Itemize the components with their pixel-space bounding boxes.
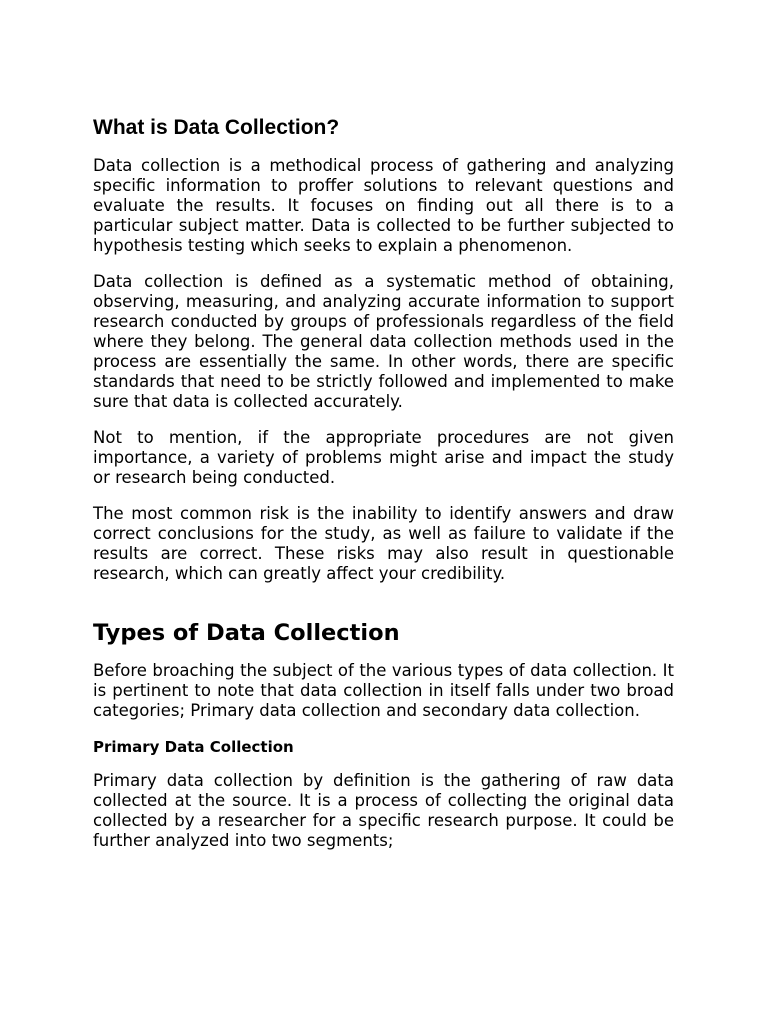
- paragraph-types-intro: Before broaching the subject of the various types of data collection. It is pertinent to note that data collection in itself falls under two broad categories; Primary data collection and secondary data collection.: [93, 661, 674, 720]
- heading-types-of-data-collection: Types of Data Collection: [93, 620, 400, 646]
- paragraph-definition: Data collection is a methodical process of gathering and analyzing specific information to proffer solutions to relevant questions and evaluate the results. It focuses on finding out all there is to a particular subject matter. Data is collected to be further subjected to hypothesis testing which seeks to explain a phenomenon.: [93, 156, 674, 255]
- subheading-primary-data-collection: Primary Data Collection: [93, 738, 294, 756]
- document-content: [93, 114, 674, 867]
- paragraph-primary-definition: Primary data collection by definition is the gathering of raw data collected at the source. It is a process of collecting the original data collected by a researcher for a specific research purpose. It could be further analyzed into two segments;: [93, 771, 674, 850]
- paragraph-systematic-method: Data collection is defined as a systematic method of obtaining, observing, measuring, and analyzing accurate information to support research conducted by groups of professionals regardless of the field where they belong. The general data collection methods used in the process are essentially the same. In other words, there are specific standards that need to be strictly followed and implemented to make sure that data is collected accurately.: [93, 272, 674, 411]
- paragraph-procedures: Not to mention, if the appropriate procedures are not given importance, a variety of problems might arise and impact the study or research being conducted.: [93, 428, 674, 487]
- heading-what-is-data-collection: What is Data Collection?: [93, 116, 340, 139]
- paragraph-common-risk: The most common risk is the inability to identify answers and draw correct conclusions for the study, as well as failure to validate if the results are correct. These risks may also result in questionable research, which can greatly affect your credibility.: [93, 504, 674, 583]
